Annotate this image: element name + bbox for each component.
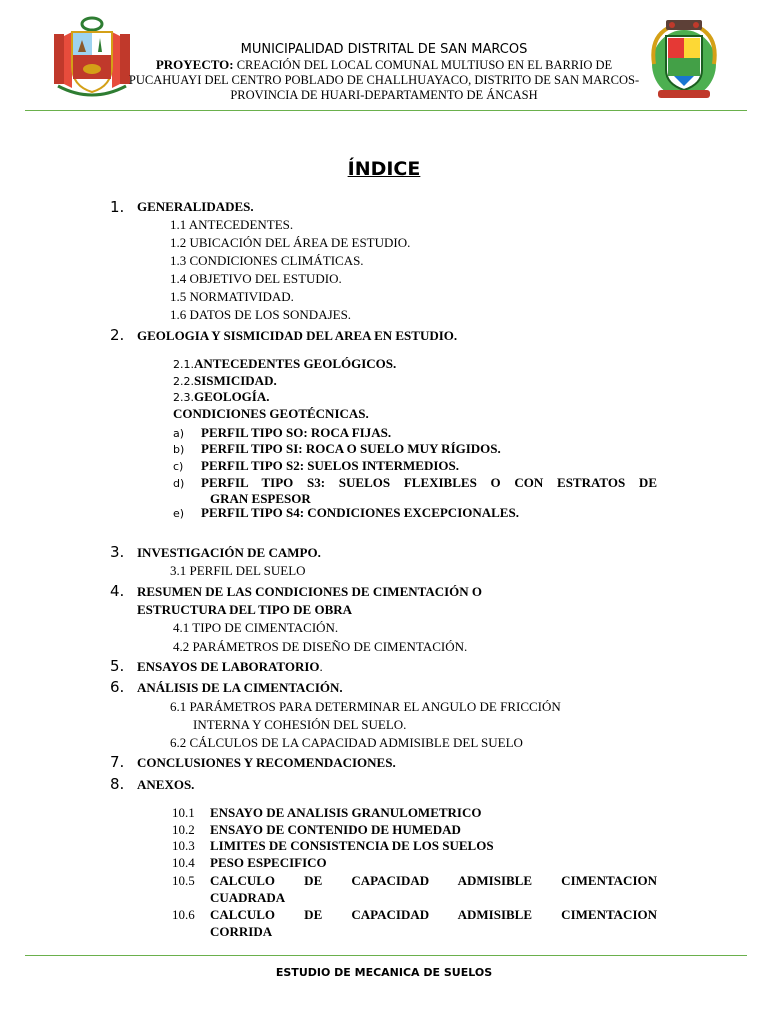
toc-item: 1.5 NORMATIVIDAD. [170, 289, 294, 304]
toc-item: 1.1 ANTECEDENTES. [170, 217, 294, 232]
toc-item-number: 2.1. [173, 358, 194, 371]
project-line-2: PUCAHUAYI DEL CENTRO POBLADO DE CHALLHUAYACO, DISTRITO DE SAN MARCOS- [128, 73, 640, 87]
annex-label: LIMITES DE CONSISTENCIA DE LOS SUELOS [210, 838, 494, 853]
annex-item [172, 873, 657, 889]
toc-item: 1.4 OBJETIVO DEL ESTUDIO. [170, 271, 342, 286]
profile-label: PERFIL TIPO S4: CONDICIONES EXCEPCIONALES. [201, 505, 519, 520]
profile-letter: b) [173, 443, 185, 456]
section-7-number: 7. [110, 753, 125, 771]
profile-letter: a) [173, 427, 185, 440]
annex-number: 10.1 [172, 805, 195, 820]
section-6-title: ANÁLISIS DE LA CIMENTACIÓN. [137, 680, 343, 695]
section-5-label: ENSAYOS DE LABORATORIO [137, 659, 320, 674]
section-1-number: 1. [110, 198, 125, 216]
toc-item-label: SISMICIDAD. [194, 373, 277, 388]
section-8-number: 8. [110, 775, 125, 793]
section-6-number: 6. [110, 678, 125, 696]
toc-item: 4.2 PARÁMETROS DE DISEÑO DE CIMENTACIÓN. [173, 639, 468, 654]
page-title: ÍNDICE [347, 158, 421, 180]
annex-label: PESO ESPECIFICO [210, 855, 327, 870]
section-8-title: ANEXOS. [137, 777, 195, 792]
profile-letter: c) [173, 460, 184, 473]
section-7-title: CONCLUSIONES Y RECOMENDACIONES. [137, 755, 396, 770]
profile-item [173, 458, 459, 474]
project-label: PROYECTO: [155, 57, 234, 72]
annex-number: 10.4 [172, 855, 195, 870]
annex-item [172, 805, 482, 821]
annex-number: 10.3 [172, 838, 195, 853]
profile-letter: d) [173, 477, 185, 490]
toc-item: 4.1 TIPO DE CIMENTACIÓN. [173, 620, 339, 635]
annex-label-continuation: CUADRADA [210, 890, 286, 905]
profile-label: PERFIL TIPO S2: SUELOS INTERMEDIOS. [201, 458, 460, 473]
toc-item [173, 356, 396, 372]
profile-label: PERFIL TIPO SI: ROCA O SUELO MUY RÍGIDOS. [201, 441, 501, 456]
toc-item-number: 2.2. [173, 375, 194, 388]
annex-number: 10.2 [172, 822, 195, 837]
annex-item [172, 855, 327, 871]
toc-item [173, 389, 270, 405]
toc-item: 6.1 PARÁMETROS PARA DETERMINAR EL ANGULO DE FRICCIÓN [170, 699, 561, 714]
profile-label: PERFIL TIPO S3: SUELOS FLEXIBLES O CON ESTRATOS DE [201, 475, 657, 490]
toc-item: 1.2 UBICACIÓN DEL ÁREA DE ESTUDIO. [170, 235, 411, 250]
toc-item: 1.6 DATOS DE LOS SONDAJES. [170, 307, 352, 322]
section-2-title: GEOLOGIA Y SISMICIDAD DEL AREA EN ESTUDIO. [137, 328, 458, 343]
annex-item [172, 822, 461, 838]
toc-item-continuation: INTERNA Y COHESIÓN DEL SUELO. [193, 717, 407, 732]
profile-item [173, 441, 501, 457]
profile-item [173, 425, 391, 441]
annex-number: 10.6 [172, 907, 195, 922]
profile-label-continuation: GRAN ESPESOR [210, 491, 311, 506]
section-1-title: GENERALIDADES. [137, 199, 254, 214]
toc-item [173, 373, 277, 389]
project-text-1: CREACIÓN DEL LOCAL COMUNAL MULTIUSO EN EL BARRIO DE [233, 58, 613, 72]
annex-item [172, 838, 494, 854]
toc-item-label: GEOLOGÍA. [194, 389, 270, 404]
annex-item [172, 907, 657, 923]
section-5-number: 5. [110, 657, 125, 675]
toc-item-number: 2.3. [173, 391, 194, 404]
toc-item-label: ANTECEDENTES GEOLÓGICOS. [194, 356, 397, 371]
section-5-title [137, 659, 323, 675]
toc-item: 1.3 CONDICIONES CLIMÁTICAS. [170, 253, 364, 268]
geotechnical-conditions: CONDICIONES GEOTÉCNICAS. [173, 406, 369, 421]
profile-item [173, 505, 519, 521]
profile-item [173, 475, 657, 491]
project-line-3: PROVINCIA DE HUARI-DEPARTAMENTO DE ÁNCASH [230, 88, 538, 102]
section-3-title: INVESTIGACIÓN DE CAMPO. [137, 545, 321, 560]
annex-label-continuation: CORRIDA [210, 924, 273, 939]
annex-label: CALCULO DE CAPACIDAD ADMISIBLE CIMENTACION [210, 907, 657, 922]
section-3-number: 3. [110, 543, 125, 561]
toc-item: 3.1 PERFIL DEL SUELO [170, 563, 306, 578]
section-2-number: 2. [110, 326, 125, 344]
section-4-number: 4. [110, 582, 125, 600]
annex-label: ENSAYO DE CONTENIDO DE HUMEDAD [210, 822, 461, 837]
page-header [0, 0, 768, 115]
municipality-name: MUNICIPALIDAD DISTRITAL DE SAN MARCOS [240, 42, 528, 57]
annex-label: ENSAYO DE ANALISIS GRANULOMETRICO [210, 805, 482, 820]
page-footer: ESTUDIO DE MECANICA DE SUELOS [275, 966, 493, 979]
section-4-title: RESUMEN DE LAS CONDICIONES DE CIMENTACIÓN O [137, 584, 483, 599]
toc-item: 6.2 CÁLCULOS DE LA CAPACIDAD ADMISIBLE DEL SUELO [170, 735, 523, 750]
section-4-title-continuation: ESTRUCTURA DEL TIPO DE OBRA [137, 602, 353, 617]
project-line-1 [110, 57, 658, 73]
header-text [110, 42, 658, 103]
annex-number: 10.5 [172, 873, 195, 888]
annex-label: CALCULO DE CAPACIDAD ADMISIBLE CIMENTACION [210, 873, 657, 888]
profile-label: PERFIL TIPO SO: ROCA FIJAS. [201, 425, 392, 440]
section-5-suffix: . [319, 659, 323, 674]
profile-letter: e) [173, 507, 185, 520]
san-marcos-crest-icon [648, 18, 720, 102]
footer-divider [25, 955, 747, 956]
header-divider [25, 110, 747, 111]
